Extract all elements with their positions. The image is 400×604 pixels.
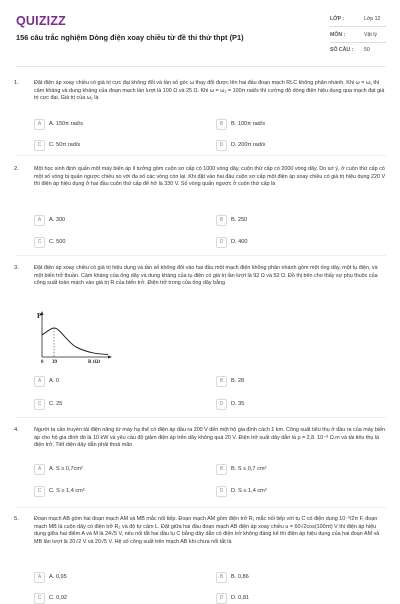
option-text: B. 0,86 — [231, 574, 249, 580]
option-a[interactable] — [34, 572, 206, 583]
option-text: B. S ≤ 0,7 cm² — [231, 466, 267, 472]
option-text: A. 0,95 — [49, 574, 67, 580]
option-letter-box: D — [216, 593, 227, 604]
option-text: C. 50π rad/s — [49, 142, 81, 148]
option-b[interactable] — [216, 376, 388, 387]
option-letter-box: B — [216, 376, 227, 387]
power-vs-resistance-graph — [36, 309, 116, 363]
option-c[interactable] — [34, 399, 206, 410]
option-text: A. S ≥ 0,7cm² — [49, 466, 83, 472]
option-text: C. 0,92 — [49, 595, 68, 601]
question-text: Đặt điện áp xoay chiều có giá trị cực đại không đổi và tần số góc ω thay đổi được lên hai đầu đoạn mạch RLC không phân nhánh. Khi ω = ω₁ thì cảm kháng và dung kháng của đoạn mạch lần lượt là 100 Ω và 25 Ω. Khi ω = ω₂ = 100π rad/s thì cường độ dòng điện hiệu dụng qua mạch đạt giá trị cực đại. Giá trị của ω₁ là — [34, 80, 385, 102]
question-count-value: 50 — [364, 47, 370, 53]
option-letter-box: B — [216, 119, 227, 130]
question-text: Đặt điện áp xoay chiều có giá trị hiệu dụng và tần số không đổi vào hai đầu một mạch điện không phân nhánh gồm một ống dây, một tụ điện, và một biến trở thuần. Cảm kháng của ống dây và dung kháng của tụ điện có giá trị lần lượt là 92 Ω và 52 Ω. Đồ thị bên cho thấy sự phụ thuộc của công suất toàn mạch vào giá trị R của biến trở. Điện trở trong của ống dây bằng — [34, 265, 378, 287]
option-text: A. 0 — [49, 378, 59, 384]
quizizz-logo: QUIZIZZ — [16, 14, 67, 28]
option-d[interactable] — [216, 237, 388, 248]
option-text: D. 200π rad/s — [231, 142, 266, 148]
option-letter-box: A — [34, 464, 45, 475]
option-letter-box: C — [34, 140, 45, 151]
subject-label: MÔN : — [330, 32, 346, 38]
question-text: Một học sinh định quấn một máy biến áp lí tưởng gồm cuộn sơ cấp có 1000 vòng dây, cuộn thứ cấp có 2000 vòng dây. Do sơ ý, ở cuộn thứ cấp có một số vòng bị quấn ngược chiều so với đa số các vòng còn lại. Khi đặt vào hai đầu cuộn sơ cấp một điện áp xoay chiều có giá trị hiệu dụng 220 V thì điện áp hiệu dụng ở hai đầu cuộn thứ cấp để hở là 330 V. Số vòng quấn ngược ở cuộn thứ cấp là — [34, 166, 386, 188]
option-text: D. 400 — [231, 239, 248, 245]
option-d[interactable] — [216, 593, 388, 604]
question-divider — [16, 255, 386, 256]
question-text: Đoạn mạch AB gồm hai đoạn mạch AM và MB mắc nối tiếp. Đoạn mạch AM gồm điện trở R₁ mắc nối tiếp với tụ C có điện dung 10⁻³/2π F, đoạn mạch MB là cuộn dây có điện trở R₂ và độ tự cảm L. Đặt giữa hai đầu đoạn mạch AB điện áp xoay chiều u = 60√2cos(100πt) V thì điện áp hiệu dụng giữa hai điểm A và M là 24√5 V, nếu nối tắt hai đầu tụ C bằng dây dẫn có điện trở không đáng kể thì điện áp hiệu dụng của hai đoạn AM và MB lần lượt là 20√2 V và 20√5 V. Hệ số công suất trên mạch AB khi chưa nối tắt là — [34, 516, 380, 545]
option-letter-box: B — [216, 215, 227, 226]
question-divider — [16, 155, 386, 156]
option-text: C. S ≥ 1,4 cm² — [49, 488, 85, 494]
subject-value: Vật lý — [364, 32, 377, 38]
option-text: C. 25 — [49, 401, 63, 407]
option-c[interactable] — [34, 237, 206, 248]
option-letter-box: B — [216, 572, 227, 583]
option-letter-box: B — [216, 464, 227, 475]
option-text: A. 150π rad/s — [49, 121, 84, 127]
option-d[interactable] — [216, 399, 388, 410]
option-text: A. 300 — [49, 217, 66, 223]
option-text: D. S ≤ 1,4 cm² — [231, 488, 267, 494]
header-divider — [16, 66, 386, 67]
option-b[interactable] — [216, 464, 388, 475]
option-b[interactable] — [216, 215, 388, 226]
option-text: B. 100π rad/s — [231, 121, 266, 127]
option-letter-box: D — [216, 399, 227, 410]
option-text: D. 0,81 — [231, 595, 250, 601]
option-letter-box: A — [34, 572, 45, 583]
question-count-label: SỐ CÂU : — [330, 47, 354, 53]
question-number: 4. — [14, 427, 19, 433]
option-letter-box: A — [34, 119, 45, 130]
option-letter-box: D — [216, 486, 227, 497]
question-number: 1. — [14, 80, 19, 86]
option-letter-box: A — [34, 215, 45, 226]
option-c[interactable] — [34, 486, 206, 497]
option-c[interactable] — [34, 140, 206, 151]
worksheet-title: 156 câu trắc nghiệm Dòng điện xoay chiều từ đề thi thử thpt (P1) — [16, 33, 244, 42]
option-letter-box: A — [34, 376, 45, 387]
option-letter-box: C — [34, 399, 45, 410]
origin-label: 0 — [41, 360, 44, 363]
option-letter-box: D — [216, 237, 227, 248]
option-text: B. 28 — [231, 378, 245, 384]
y-axis-label: P — [37, 312, 42, 320]
meta-divider — [330, 26, 386, 27]
question-text: Người ta cần truyền tải điện năng từ máy hạ thế có điện áp đầu ra 200 V đến một hộ gia đình cách 1 km. Công suất tiêu thụ ở đầu ra của máy biến áp cho hộ gia đình đó là 10 kW và yêu cầu độ giảm điện áp trên dây không quá 20 V. Điện trở suất dây dẫn là ρ = 2,8. 10⁻⁸ Ω.m và tải tiêu thụ là điện trở. Tiết diện dây dẫn phải thoả mãn — [34, 427, 386, 449]
option-letter-box: D — [216, 140, 227, 151]
option-letter-box: C — [34, 593, 45, 604]
option-d[interactable] — [216, 486, 388, 497]
question-divider — [16, 507, 386, 508]
option-text: B. 250 — [231, 217, 248, 223]
meta-divider — [330, 42, 386, 43]
option-b[interactable] — [216, 119, 388, 130]
option-b[interactable] — [216, 572, 388, 583]
option-a[interactable] — [34, 215, 206, 226]
worksheet-header — [0, 0, 400, 62]
class-value: Lớp 12 — [364, 16, 381, 22]
tick-label: 39 — [52, 360, 57, 363]
option-letter-box: C — [34, 237, 45, 248]
x-axis-label: R (Ω) — [88, 360, 101, 363]
option-text: D. 35 — [231, 401, 245, 407]
option-a[interactable] — [34, 464, 206, 475]
option-letter-box: C — [34, 486, 45, 497]
class-label: LỚP : — [330, 16, 345, 22]
option-c[interactable] — [34, 593, 206, 604]
option-text: C. 500 — [49, 239, 66, 245]
x-axis-arrow-icon — [108, 356, 112, 359]
option-a[interactable] — [34, 376, 206, 387]
question-divider — [16, 417, 386, 418]
question-number: 2. — [14, 166, 19, 172]
power-curve — [42, 328, 108, 355]
question-number: 5. — [14, 516, 19, 522]
question-number: 3. — [14, 265, 19, 271]
option-a[interactable] — [34, 119, 206, 130]
option-d[interactable] — [216, 140, 388, 151]
